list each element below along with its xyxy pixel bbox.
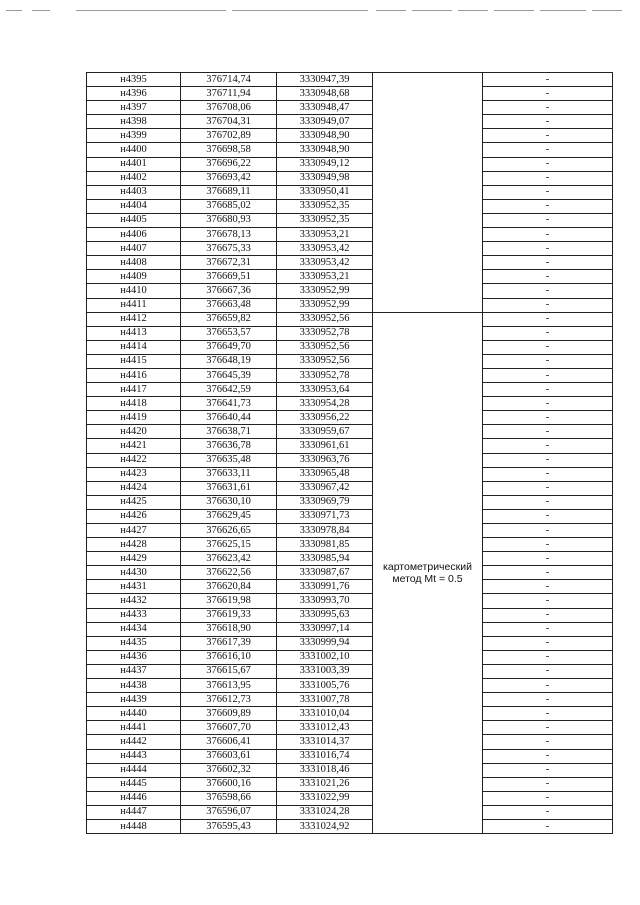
table-row	[87, 425, 613, 439]
point-id-cell: н4426	[87, 509, 181, 523]
x-coordinate-cell: 376631,61	[181, 481, 277, 495]
point-id-cell: н4437	[87, 664, 181, 678]
point-id-cell: н4422	[87, 453, 181, 467]
point-id-cell: н4438	[87, 679, 181, 693]
x-coordinate-cell: 376607,70	[181, 721, 277, 735]
table-row	[87, 383, 613, 397]
table-row	[87, 298, 613, 312]
table-row	[87, 312, 613, 326]
point-id-cell: н4425	[87, 495, 181, 509]
table-row	[87, 608, 613, 622]
note-cell: -	[483, 354, 613, 368]
note-cell: -	[483, 397, 613, 411]
point-id-cell: н4400	[87, 143, 181, 157]
point-id-cell: н4415	[87, 354, 181, 368]
y-coordinate-cell: 3330959,67	[277, 425, 373, 439]
y-coordinate-cell: 3331016,74	[277, 749, 373, 763]
note-cell: -	[483, 185, 613, 199]
table-row	[87, 101, 613, 115]
point-id-cell: н4398	[87, 115, 181, 129]
note-cell: -	[483, 735, 613, 749]
note-cell: -	[483, 87, 613, 101]
method-label-line1: картометрический	[383, 560, 472, 573]
note-cell: -	[483, 228, 613, 242]
y-coordinate-cell: 3330956,22	[277, 411, 373, 425]
point-id-cell: н4423	[87, 467, 181, 481]
y-coordinate-cell: 3331018,46	[277, 763, 373, 777]
table-row	[87, 580, 613, 594]
table-row	[87, 326, 613, 340]
point-id-cell: н4413	[87, 326, 181, 340]
x-coordinate-cell: 376648,19	[181, 354, 277, 368]
note-cell: -	[483, 115, 613, 129]
point-id-cell: н4408	[87, 256, 181, 270]
table-row	[87, 791, 613, 805]
y-coordinate-cell: 3330952,99	[277, 284, 373, 298]
note-cell: -	[483, 101, 613, 115]
point-id-cell: н4410	[87, 284, 181, 298]
point-id-cell: н4428	[87, 538, 181, 552]
note-cell: -	[483, 636, 613, 650]
note-cell: -	[483, 509, 613, 523]
note-cell: -	[483, 129, 613, 143]
point-id-cell: н4447	[87, 805, 181, 819]
note-cell: -	[483, 467, 613, 481]
table-row	[87, 552, 613, 566]
x-coordinate-cell: 376616,10	[181, 650, 277, 664]
y-coordinate-cell: 3330948,47	[277, 101, 373, 115]
x-coordinate-cell: 376595,43	[181, 819, 277, 833]
x-coordinate-cell: 376636,78	[181, 439, 277, 453]
note-cell: -	[483, 552, 613, 566]
note-cell: -	[483, 73, 613, 87]
table-row	[87, 340, 613, 354]
y-coordinate-cell: 3330953,21	[277, 228, 373, 242]
x-coordinate-cell: 376641,73	[181, 397, 277, 411]
table-row	[87, 636, 613, 650]
note-cell: -	[483, 594, 613, 608]
y-coordinate-cell: 3330953,42	[277, 242, 373, 256]
y-coordinate-cell: 3330997,14	[277, 622, 373, 636]
y-coordinate-cell: 3330952,56	[277, 354, 373, 368]
table-row	[87, 185, 613, 199]
method-cell	[373, 312, 483, 833]
note-cell: -	[483, 693, 613, 707]
x-coordinate-cell: 376680,93	[181, 213, 277, 227]
table-row	[87, 171, 613, 185]
note-cell: -	[483, 721, 613, 735]
note-cell: -	[483, 383, 613, 397]
point-id-cell: н4424	[87, 481, 181, 495]
table-row	[87, 354, 613, 368]
x-coordinate-cell: 376685,02	[181, 199, 277, 213]
method-cell-empty	[373, 73, 483, 313]
point-id-cell: н4436	[87, 650, 181, 664]
note-cell: -	[483, 805, 613, 819]
table-row	[87, 87, 613, 101]
y-coordinate-cell: 3330947,39	[277, 73, 373, 87]
x-coordinate-cell: 376626,65	[181, 524, 277, 538]
y-coordinate-cell: 3330948,68	[277, 87, 373, 101]
table-row	[87, 270, 613, 284]
x-coordinate-cell: 376615,67	[181, 664, 277, 678]
x-coordinate-cell: 376675,33	[181, 242, 277, 256]
x-coordinate-cell: 376596,07	[181, 805, 277, 819]
x-coordinate-cell: 376629,45	[181, 509, 277, 523]
point-id-cell: н4418	[87, 397, 181, 411]
coordinates-table-body	[87, 73, 613, 834]
coordinates-table	[86, 72, 613, 834]
note-cell: -	[483, 143, 613, 157]
y-coordinate-cell: 3330948,90	[277, 143, 373, 157]
y-coordinate-cell: 3330969,79	[277, 495, 373, 509]
note-cell: -	[483, 749, 613, 763]
point-id-cell: н4395	[87, 73, 181, 87]
note-cell: -	[483, 270, 613, 284]
x-coordinate-cell: 376711,94	[181, 87, 277, 101]
note-cell: -	[483, 707, 613, 721]
method-label-line2: метод Mt = 0.5	[392, 572, 463, 585]
point-id-cell: н4445	[87, 777, 181, 791]
x-coordinate-cell: 376622,56	[181, 566, 277, 580]
y-coordinate-cell: 3330952,56	[277, 340, 373, 354]
table-row	[87, 707, 613, 721]
table-row	[87, 115, 613, 129]
x-coordinate-cell: 376606,41	[181, 735, 277, 749]
point-id-cell: н4419	[87, 411, 181, 425]
y-coordinate-cell: 3330978,84	[277, 524, 373, 538]
x-coordinate-cell: 376630,10	[181, 495, 277, 509]
point-id-cell: н4432	[87, 594, 181, 608]
x-coordinate-cell: 376623,42	[181, 552, 277, 566]
point-id-cell: н4404	[87, 199, 181, 213]
x-coordinate-cell: 376649,70	[181, 340, 277, 354]
note-cell: -	[483, 453, 613, 467]
y-coordinate-cell: 3330967,42	[277, 481, 373, 495]
point-id-cell: н4429	[87, 552, 181, 566]
note-cell: -	[483, 199, 613, 213]
x-coordinate-cell: 376603,61	[181, 749, 277, 763]
table-row	[87, 777, 613, 791]
y-coordinate-cell: 3330948,90	[277, 129, 373, 143]
x-coordinate-cell: 376625,15	[181, 538, 277, 552]
y-coordinate-cell: 3330961,61	[277, 439, 373, 453]
x-coordinate-cell: 376633,11	[181, 467, 277, 481]
note-cell: -	[483, 425, 613, 439]
note-cell: -	[483, 439, 613, 453]
table-row	[87, 157, 613, 171]
x-coordinate-cell: 376640,44	[181, 411, 277, 425]
point-id-cell: н4421	[87, 439, 181, 453]
point-id-cell: н4402	[87, 171, 181, 185]
x-coordinate-cell: 376714,74	[181, 73, 277, 87]
x-coordinate-cell: 376693,42	[181, 171, 277, 185]
table-row	[87, 805, 613, 819]
x-coordinate-cell: 376659,82	[181, 312, 277, 326]
point-id-cell: н4444	[87, 763, 181, 777]
note-cell: -	[483, 538, 613, 552]
note-cell: -	[483, 340, 613, 354]
point-id-cell: н4411	[87, 298, 181, 312]
point-id-cell: н4434	[87, 622, 181, 636]
y-coordinate-cell: 3330965,48	[277, 467, 373, 481]
x-coordinate-cell: 376602,32	[181, 763, 277, 777]
x-coordinate-cell: 376696,22	[181, 157, 277, 171]
x-coordinate-cell: 376672,31	[181, 256, 277, 270]
table-row	[87, 213, 613, 227]
point-id-cell: н4439	[87, 693, 181, 707]
x-coordinate-cell: 376698,58	[181, 143, 277, 157]
table-row	[87, 397, 613, 411]
table-row	[87, 566, 613, 580]
point-id-cell: н4414	[87, 340, 181, 354]
y-coordinate-cell: 3330999,94	[277, 636, 373, 650]
note-cell: -	[483, 256, 613, 270]
x-coordinate-cell: 376689,11	[181, 185, 277, 199]
y-coordinate-cell: 3331005,76	[277, 679, 373, 693]
table-row	[87, 538, 613, 552]
x-coordinate-cell: 376620,84	[181, 580, 277, 594]
point-id-cell: н4431	[87, 580, 181, 594]
note-cell: -	[483, 664, 613, 678]
table-row	[87, 143, 613, 157]
note-cell: -	[483, 171, 613, 185]
y-coordinate-cell: 3330954,28	[277, 397, 373, 411]
y-coordinate-cell: 3330963,76	[277, 453, 373, 467]
y-coordinate-cell: 3330952,78	[277, 368, 373, 382]
table-row	[87, 199, 613, 213]
note-cell: -	[483, 495, 613, 509]
point-id-cell: н4427	[87, 524, 181, 538]
table-row	[87, 509, 613, 523]
table-row	[87, 73, 613, 87]
y-coordinate-cell: 3330952,35	[277, 213, 373, 227]
point-id-cell: н4435	[87, 636, 181, 650]
y-coordinate-cell: 3331007,78	[277, 693, 373, 707]
y-coordinate-cell: 3331014,37	[277, 735, 373, 749]
x-coordinate-cell: 376642,59	[181, 383, 277, 397]
y-coordinate-cell: 3330953,64	[277, 383, 373, 397]
table-row	[87, 411, 613, 425]
y-coordinate-cell: 3330952,78	[277, 326, 373, 340]
y-coordinate-cell: 3330949,98	[277, 171, 373, 185]
note-cell: -	[483, 312, 613, 326]
point-id-cell: н4405	[87, 213, 181, 227]
note-cell: -	[483, 580, 613, 594]
note-cell: -	[483, 368, 613, 382]
point-id-cell: н4401	[87, 157, 181, 171]
x-coordinate-cell: 376653,57	[181, 326, 277, 340]
point-id-cell: н4433	[87, 608, 181, 622]
note-cell: -	[483, 298, 613, 312]
x-coordinate-cell: 376618,90	[181, 622, 277, 636]
y-coordinate-cell: 3331012,43	[277, 721, 373, 735]
y-coordinate-cell: 3330995,63	[277, 608, 373, 622]
table-row	[87, 256, 613, 270]
x-coordinate-cell: 376612,73	[181, 693, 277, 707]
y-coordinate-cell: 3331002,10	[277, 650, 373, 664]
y-coordinate-cell: 3331024,92	[277, 819, 373, 833]
note-cell: -	[483, 213, 613, 227]
x-coordinate-cell: 376638,71	[181, 425, 277, 439]
note-cell: -	[483, 777, 613, 791]
x-coordinate-cell: 376619,98	[181, 594, 277, 608]
note-cell: -	[483, 650, 613, 664]
y-coordinate-cell: 3330971,73	[277, 509, 373, 523]
y-coordinate-cell: 3331010,04	[277, 707, 373, 721]
x-coordinate-cell: 376667,36	[181, 284, 277, 298]
table-row	[87, 650, 613, 664]
table-row	[87, 679, 613, 693]
x-coordinate-cell: 376669,51	[181, 270, 277, 284]
note-cell: -	[483, 411, 613, 425]
x-coordinate-cell: 376704,31	[181, 115, 277, 129]
table-row	[87, 819, 613, 833]
point-id-cell: н4443	[87, 749, 181, 763]
y-coordinate-cell: 3330993,70	[277, 594, 373, 608]
point-id-cell: н4448	[87, 819, 181, 833]
note-cell: -	[483, 763, 613, 777]
note-cell: -	[483, 679, 613, 693]
table-row	[87, 495, 613, 509]
y-coordinate-cell: 3330985,94	[277, 552, 373, 566]
note-cell: -	[483, 242, 613, 256]
note-cell: -	[483, 566, 613, 580]
table-row	[87, 622, 613, 636]
point-id-cell: н4396	[87, 87, 181, 101]
table-row	[87, 467, 613, 481]
y-coordinate-cell: 3331022,99	[277, 791, 373, 805]
x-coordinate-cell: 376702,89	[181, 129, 277, 143]
table-row	[87, 735, 613, 749]
note-cell: -	[483, 284, 613, 298]
x-coordinate-cell: 376619,33	[181, 608, 277, 622]
note-cell: -	[483, 524, 613, 538]
table-row	[87, 524, 613, 538]
x-coordinate-cell: 376609,89	[181, 707, 277, 721]
table-row	[87, 594, 613, 608]
table-row	[87, 721, 613, 735]
table-row	[87, 693, 613, 707]
y-coordinate-cell: 3330952,99	[277, 298, 373, 312]
y-coordinate-cell: 3330953,42	[277, 256, 373, 270]
note-cell: -	[483, 791, 613, 805]
point-id-cell: н4406	[87, 228, 181, 242]
point-id-cell: н4416	[87, 368, 181, 382]
y-coordinate-cell: 3330981,85	[277, 538, 373, 552]
y-coordinate-cell: 3331024,28	[277, 805, 373, 819]
table-row	[87, 368, 613, 382]
point-id-cell: н4403	[87, 185, 181, 199]
y-coordinate-cell: 3330952,35	[277, 199, 373, 213]
y-coordinate-cell: 3330949,12	[277, 157, 373, 171]
table-row	[87, 228, 613, 242]
x-coordinate-cell: 376600,16	[181, 777, 277, 791]
point-id-cell: н4409	[87, 270, 181, 284]
y-coordinate-cell: 3331003,39	[277, 664, 373, 678]
note-cell: -	[483, 608, 613, 622]
x-coordinate-cell: 376598,66	[181, 791, 277, 805]
point-id-cell: н4441	[87, 721, 181, 735]
y-coordinate-cell: 3330950,41	[277, 185, 373, 199]
x-coordinate-cell: 376663,48	[181, 298, 277, 312]
x-coordinate-cell: 376617,39	[181, 636, 277, 650]
point-id-cell: н4397	[87, 101, 181, 115]
x-coordinate-cell: 376613,95	[181, 679, 277, 693]
y-coordinate-cell: 3330952,56	[277, 312, 373, 326]
point-id-cell: н4417	[87, 383, 181, 397]
point-id-cell: н4399	[87, 129, 181, 143]
table-row	[87, 242, 613, 256]
note-cell: -	[483, 326, 613, 340]
point-id-cell: н4430	[87, 566, 181, 580]
table-row	[87, 439, 613, 453]
point-id-cell: н4407	[87, 242, 181, 256]
point-id-cell: н4446	[87, 791, 181, 805]
x-coordinate-cell: 376708,06	[181, 101, 277, 115]
table-row	[87, 749, 613, 763]
table-row	[87, 664, 613, 678]
table-row	[87, 129, 613, 143]
note-cell: -	[483, 157, 613, 171]
y-coordinate-cell: 3330953,21	[277, 270, 373, 284]
note-cell: -	[483, 622, 613, 636]
table-row	[87, 481, 613, 495]
point-id-cell: н4420	[87, 425, 181, 439]
y-coordinate-cell: 3331021,26	[277, 777, 373, 791]
point-id-cell: н4442	[87, 735, 181, 749]
table-row	[87, 284, 613, 298]
table-row	[87, 763, 613, 777]
table-row	[87, 453, 613, 467]
note-cell: -	[483, 819, 613, 833]
y-coordinate-cell: 3330987,67	[277, 566, 373, 580]
page-top-rule	[0, 8, 640, 14]
y-coordinate-cell: 3330991,76	[277, 580, 373, 594]
point-id-cell: н4412	[87, 312, 181, 326]
point-id-cell: н4440	[87, 707, 181, 721]
x-coordinate-cell: 376645,39	[181, 368, 277, 382]
x-coordinate-cell: 376678,13	[181, 228, 277, 242]
x-coordinate-cell: 376635,48	[181, 453, 277, 467]
note-cell: -	[483, 481, 613, 495]
y-coordinate-cell: 3330949,07	[277, 115, 373, 129]
